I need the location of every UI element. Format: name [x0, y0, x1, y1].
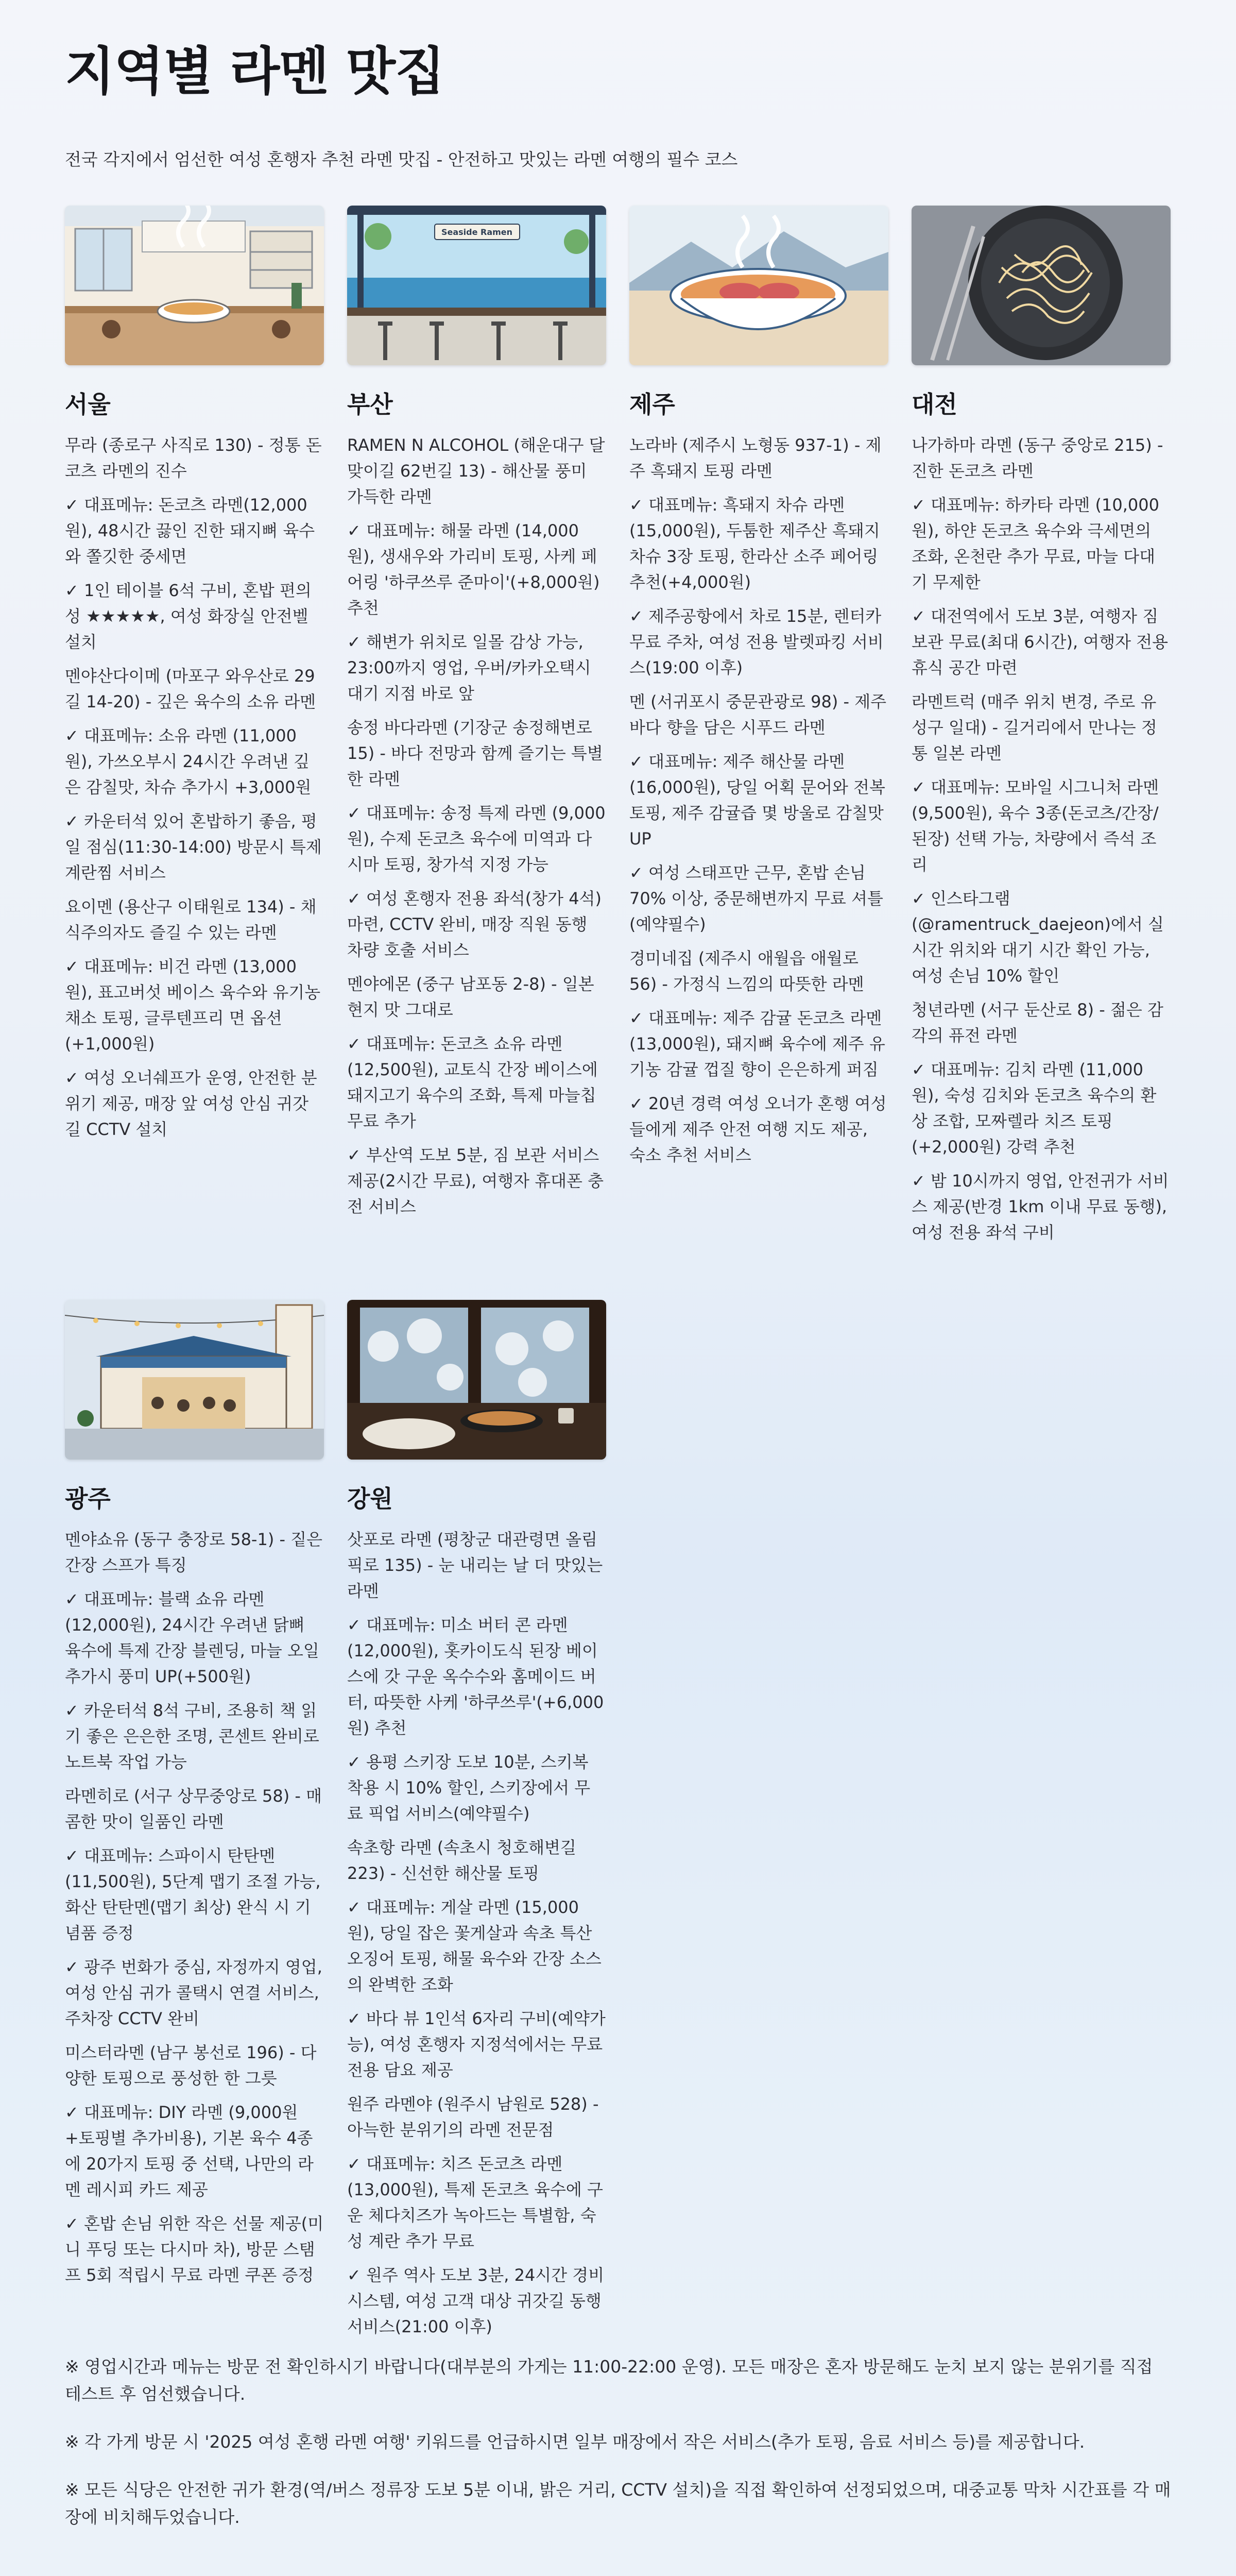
- region-card-gangwon: [347, 1300, 606, 2348]
- shop-note: ✓ 대표메뉴: 블랙 쇼유 라멘 (12,000원), 24시간 우려낸 닭뼈 육수에 특제 간장 블렌딩, 마늘 오일 추가시 풍미 UP(+500원): [65, 1589, 319, 1686]
- shop-note: ✓ 대표메뉴: 소유 라멘 (11,000원), 가쓰오부시 24시간 우려낸 깊은 감칠맛, 차슈 추가시 +3,000원: [65, 726, 312, 797]
- shop-note: ✓ 대표메뉴: 스파이시 탄탄멘 (11,500원), 5단계 맵기 조절 가능, 화산 탄탄멘(맵기 최상) 완식 시 기념품 증정: [65, 1846, 321, 1943]
- shop-name: 속초항 라멘 (속초시 청호해변길 223) - 신선한 해산물 토핑: [347, 1838, 576, 1883]
- shop-name: 멘야산다이메 (마포구 와우산로 29길 14-20) - 깊은 육수의 소유 라멘: [65, 666, 316, 711]
- shop-name: 미스터라멘 (남구 봉선로 196) - 다양한 토핑으로 풍성한 한 그릇: [65, 2043, 317, 2088]
- region-card-jeju: [629, 206, 888, 1253]
- shop-note: ✓ 대표메뉴: 제주 해산물 라멘 (16,000원), 당일 어획 문어와 전복 토핑, 제주 감귤즙 몇 방울로 감칠맛 UP: [629, 752, 885, 849]
- shop-note: ✓ 대표메뉴: 모바일 시그니처 라멘 (9,500원), 육수 3종(돈코츠/간장/된장) 선택 가능, 차량에서 즉석 조리: [912, 777, 1159, 874]
- region-grid: [65, 206, 1171, 2348]
- shop-note: ✓ 대표메뉴: 돈코츠 쇼유 라멘 (12,500원), 교토식 간장 베이스에 돼지고기 육수의 조화, 특제 마늘칩 무료 추가: [347, 1034, 598, 1131]
- shop-name: 삿포로 라멘 (평창군 대관령면 올림픽로 135) - 눈 내리는 날 더 맛있는 라멘: [347, 1530, 603, 1601]
- shop-note: ✓ 여성 혼행자 전용 좌석(창가 4석) 마련, CCTV 완비, 매장 직원 동행 차량 호출 서비스: [347, 889, 602, 960]
- shop-note: ✓ 대표메뉴: 송정 특제 라멘 (9,000원), 수제 돈코츠 육수에 미역과 다시마 토핑, 창가석 지정 가능: [347, 803, 606, 874]
- page-title: 지역별 라멘 맛집: [65, 41, 444, 101]
- shop-note: ✓ 원주 역사 도보 3분, 24시간 경비 시스템, 여성 고객 대상 귀갓길 동행 서비스(21:00 이후): [347, 2265, 605, 2336]
- shop-note: ✓ 1인 테이블 6석 구비, 혼밥 편의성 ★★★★★, 여성 화장실 안전벨 설치: [65, 581, 312, 652]
- busan-seaside-ramen-image: [347, 206, 606, 365]
- shop-note: ✓ 여성 오너쉐프가 운영, 안전한 분위기 제공, 매장 앞 여성 안심 귀갓길 CCTV 설치: [65, 1068, 317, 1139]
- shop-note: ✓ 용평 스키장 도보 10분, 스키복 착용 시 10% 할인, 스키장에서 무료 픽업 서비스(예약필수): [347, 1752, 591, 1823]
- shop-note: ✓ 여성 스태프만 근무, 혼밥 손님 70% 이상, 중문해변까지 무료 셔틀(예약필수): [629, 863, 883, 934]
- region-city: 제주: [629, 391, 675, 418]
- shop-name: 요이멘 (용산구 이태원로 134) - 채식주의자도 즐길 수 있는 라멘: [65, 897, 317, 942]
- shop-note: ✓ 해변가 위치로 일몰 감상 가능, 23:00까지 영업, 우버/카카오택시 대기 지점 바로 앞: [347, 632, 591, 703]
- shop-note: ✓ 대표메뉴: 미소 버터 콘 라멘 (12,000원), 홋카이도식 된장 베이스에 갓 구운 옥수수와 홈메이드 버터, 따뜻한 사케 '하쿠쓰루'(+6,000원) 추천: [347, 1615, 604, 1738]
- shop-note: ✓ 대표메뉴: DIY 라멘 (9,000원+토핑별 추가비용), 기본 육수 4종에 20가지 토핑 중 선택, 나만의 라멘 레시피 카드 제공: [65, 2103, 314, 2199]
- shop-note: ✓ 카운터석 있어 혼밥하기 좋음, 평일 점심(11:30-14:00) 방문시 특제 계란찜 서비스: [65, 811, 322, 883]
- shop-note: ✓ 카운터석 8석 구비, 조용히 책 읽기 좋은 은은한 조명, 콘센트 완비로 노트북 작업 가능: [65, 1701, 319, 1772]
- shop-name: 경미네집 (제주시 애월읍 애월로 56) - 가정식 느낌의 따뜻한 라멘: [629, 948, 864, 994]
- shop-name: 원주 라멘야 (원주시 남원로 528) - 아늑한 분위기의 라멘 전문점: [347, 2094, 599, 2140]
- shop-note: ✓ 대표메뉴: 치즈 돈코츠 라멘 (13,000원), 특제 돈코츠 육수에 구운 체다치즈가 녹아드는 특별함, 숙성 계란 추가 무료: [347, 2154, 603, 2251]
- shop-note: ✓ 대표메뉴: 돈코츠 라멘(12,000원), 48시간 끓인 진한 돼지뼈 육수와 쫄깃한 중세면: [65, 495, 315, 566]
- gangwon-snow-window-image: [347, 1300, 606, 1460]
- shop-note: ✓ 대전역에서 도보 3분, 여행자 짐 보관 무료(최대 6시간), 여행자 전용 휴식 공간 마련: [912, 606, 1169, 677]
- region-card-gwangju: [65, 1300, 324, 2348]
- shop-name: 멘 (서귀포시 중문관광로 98) - 제주 바다 향을 담은 시푸드 라멘: [629, 692, 887, 737]
- shop-name: 멘야에몬 (중구 남포동 2-8) - 일본 현지 맛 그대로: [347, 974, 594, 1020]
- shop-name: 무라 (종로구 사직로 130) - 정통 돈코츠 라멘의 진수: [65, 435, 322, 481]
- shop-name: 라멘히로 (서구 상무중앙로 58) - 매콤한 맛이 일품인 라멘: [65, 1786, 322, 1832]
- shop-note: ✓ 인스타그램(@ramentruck_daejeon)에서 실시간 위치와 대기 시간 확인 가능, 여성 손님 10% 할인: [912, 889, 1164, 986]
- region-card-seoul: [65, 206, 324, 1253]
- region-city: 부산: [347, 391, 393, 418]
- region-city: 서울: [65, 391, 111, 418]
- shop-name: RAMEN N ALCOHOL (해운대구 달맞이길 62번길 13) - 해산물 풍미 가득한 라멘: [347, 435, 605, 506]
- jeju-ramen-bowl-image: [629, 206, 888, 365]
- shop-note: ✓ 바다 뷰 1인석 6자리 구비(예약가능), 여성 혼행자 지정석에서는 무료 전용 담요 제공: [347, 2009, 606, 2080]
- page-subtitle: 전국 각지에서 엄선한 여성 혼행자 추천 라멘 맛집 - 안전하고 맛있는 라멘 여행의 필수 코스: [65, 149, 738, 170]
- region-card-busan: [347, 206, 606, 1253]
- region-card-daejeon: [912, 206, 1171, 1253]
- shop-sign-text: Seaside Ramen: [441, 227, 513, 237]
- shop-name: 청년라멘 (서구 둔산로 8) - 젊은 감각의 퓨전 라멘: [912, 1000, 1163, 1045]
- region-city: 강원: [347, 1485, 393, 1513]
- shop-name: 나가하마 라멘 (동구 중앙로 215) - 진한 돈코츠 라멘: [912, 435, 1163, 481]
- seoul-ramen-shop-image: [65, 206, 324, 365]
- footer-note: ※ 영업시간과 메뉴는 방문 전 확인하시기 바랍니다(대부분의 가게는 11:00-22:00 운영). 모든 매장은 혼자 방문해도 눈치 보지 않는 분위기를 직접 테스트 후 엄선했습니다.: [65, 2357, 1153, 2404]
- footer-notes: [65, 2353, 1171, 2531]
- region-city: 대전: [912, 391, 957, 418]
- shop-note: ✓ 대표메뉴: 게살 라멘 (15,000원), 당일 잡은 꽃게살과 속초 특산 오징어 토핑, 해물 육수와 간장 소스의 완벽한 조화: [347, 1897, 602, 1994]
- shop-note: ✓ 밤 10시까지 영업, 안전귀가 서비스 제공(반경 1km 이내 무료 동행), 여성 전용 좌석 구비: [912, 1171, 1169, 1242]
- shop-name: 송정 바다라멘 (기장군 송정해변로 15) - 바다 전망과 함께 즐기는 특별한 라멘: [347, 718, 603, 789]
- shop-note: ✓ 대표메뉴: 흑돼지 차슈 라멘 (15,000원), 두툼한 제주산 흑돼지 차슈 3장 토핑, 한라산 소주 페어링 추천(+4,000원): [629, 495, 880, 592]
- shop-note: ✓ 대표메뉴: 비건 라멘 (13,000원), 표고버섯 베이스 육수와 유기농 채소 토핑, 글루텐프리 면 옵션(+1,000원): [65, 957, 321, 1054]
- shop-note: ✓ 대표메뉴: 해물 라멘 (14,000원), 생새우와 가리비 토핑, 사케 페어링 '하쿠쓰루 준마이'(+8,000원) 추천: [347, 521, 600, 618]
- shop-note: ✓ 제주공항에서 차로 15분, 렌터카 무료 주차, 여성 전용 발렛파킹 서비스(19:00 이후): [629, 606, 884, 677]
- gwangju-street-shop-image: [65, 1300, 324, 1460]
- shop-name: 노라바 (제주시 노형동 937-1) - 제주 흑돼지 토핑 라멘: [629, 435, 882, 481]
- daejeon-noodle-plate-image: [912, 206, 1171, 365]
- shop-note: ✓ 부산역 도보 5분, 짐 보관 서비스 제공(2시간 무료), 여행자 휴대폰 충전 서비스: [347, 1145, 604, 1216]
- shop-note: ✓ 광주 번화가 중심, 자정까지 영업, 여성 안심 귀가 콜택시 연결 서비스, 주차장 CCTV 완비: [65, 1957, 322, 2028]
- shop-name: 멘야쇼유 (동구 충장로 58-1) - 짙은 간장 스프가 특징: [65, 1530, 323, 1575]
- shop-note: ✓ 20년 경력 여성 오너가 혼행 여성들에게 제주 안전 여행 지도 제공, 숙소 추천 서비스: [629, 1094, 887, 1165]
- shop-note: ✓ 대표메뉴: 김치 라멘 (11,000원), 숙성 김치와 돈코츠 육수의 환상 조합, 모짜렐라 치즈 토핑(+2,000원) 강력 추천: [912, 1060, 1157, 1157]
- footer-note: ※ 각 가게 방문 시 '2025 여성 혼행 라멘 여행' 키워드를 언급하시면 일부 매장에서 작은 서비스(추가 토핑, 음료 서비스 등)를 제공합니다.: [65, 2432, 1085, 2452]
- shop-note: ✓ 혼밥 손님 위한 작은 선물 제공(미니 푸딩 또는 다시마 차), 방문 스탬프 5회 적립시 무료 라멘 쿠폰 증정: [65, 2214, 324, 2285]
- footer-note: ※ 모든 식당은 안전한 귀가 환경(역/버스 정류장 도보 5분 이내, 밝은 거리, CCTV 설치)을 직접 확인하여 선정되었으며, 대중교통 막차 시간표를 각 매장에 비치해두었습니다.: [65, 2480, 1171, 2527]
- shop-note: ✓ 대표메뉴: 하카타 라멘 (10,000원), 하얀 돈코츠 육수와 극세면의 조화, 온천란 추가 무료, 마늘 다대기 무제한: [912, 495, 1159, 592]
- shop-note: ✓ 대표메뉴: 제주 감귤 돈코츠 라멘 (13,000원), 돼지뼈 육수에 제주 유기농 감귤 껍질 향이 은은하게 퍼짐: [629, 1008, 885, 1079]
- region-city: 광주: [65, 1485, 111, 1513]
- shop-name: 라멘트럭 (매주 위치 변경, 주로 유성구 일대) - 길거리에서 만나는 정통 일본 라멘: [912, 692, 1157, 763]
